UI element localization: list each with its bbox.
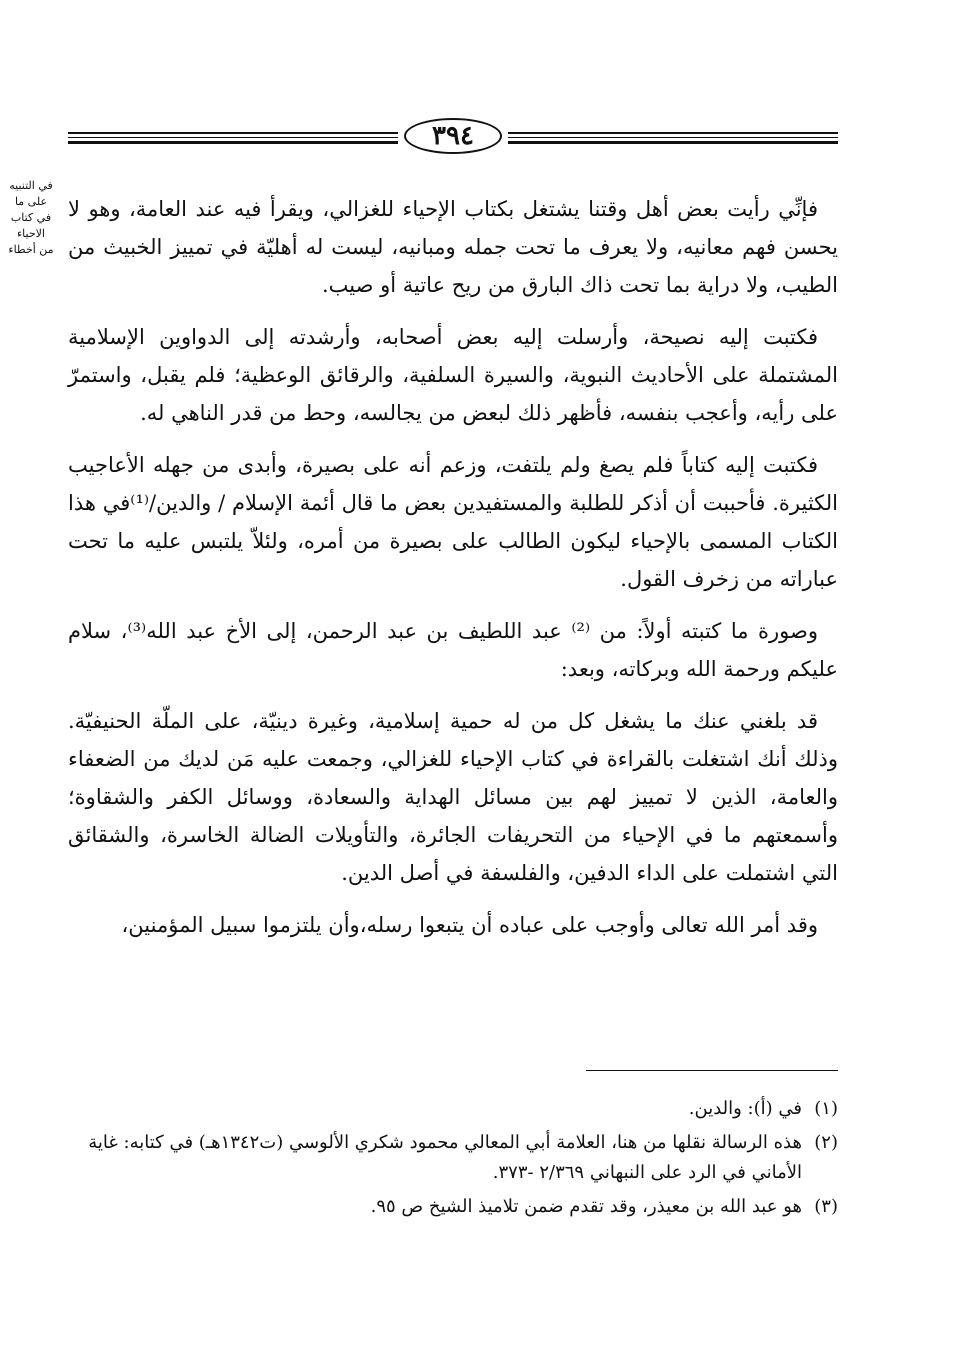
main-text [68, 190, 838, 958]
page-number: ٣٩٤ [404, 118, 502, 154]
margin-note-line: في التنبيه [9, 179, 53, 192]
page-header [68, 118, 838, 162]
footnote-number: (٢) [814, 1132, 838, 1153]
footnote [68, 1094, 838, 1124]
footnote-text: هو عبد الله بن معيذر، وقد تقدم ضمن تلاميذ الشيخ ص ٩٥. [370, 1196, 802, 1217]
paragraph: فإنِّي رأيت بعض أهل وقتنا يشتغل بكتاب الإحياء للغزالي، ويقرأ فيه عند العامة، وهو لا يحسن فهم معانيه، ولا يعرف ما تحت جمله ومبانيه، ليست له أهليّة في تمييز الخبيث من الطيب، ولا دراية بما تحت ذاك البارق من ريح عاتية أو صيب. [68, 197, 838, 297]
footnote [68, 1128, 838, 1188]
margin-note-line: من أخطاء [8, 243, 54, 256]
footnote-divider [586, 1070, 838, 1071]
footnote-text: في (أ): والدين. [688, 1098, 802, 1119]
margin-note-line: على ما [14, 195, 48, 208]
paragraph: فكتبت إليه كتاباً فلم يصغ ولم يلتفت، وزعم أنه على بصيرة، وأبدى من جهله الأعاجيب الكثيرة. فأحببت أن أذكر للطلبة والمستفيدين بعض ما قال أئمة الإسلام / والدين/⁽¹⁾في هذا الكتاب المسمى بالإحياء ليكون الطالب على بصيرة من أمره، ولئلاّ يلتبس عليه ما تحت عباراته من زخرف القول. [68, 453, 839, 591]
footnote [68, 1192, 838, 1222]
margin-note-line: في كتاب [10, 211, 52, 224]
footnotes [68, 1094, 838, 1226]
margin-note-line: الاحياء [17, 227, 45, 240]
footnote-text: هذه الرسالة نقلها من هنا، العلامة أبي المعالي محمود شكري الألوسي (ت١٣٤٢هـ) في كتابه: غاية الأماني في الرد على النبهاني ٢/٣٦٩ -٣٧٣. [88, 1132, 802, 1183]
paragraph: وقد أمر الله تعالى وأوجب على عباده أن يتبعوا رسله،وأن يلتزموا سبيل المؤمنين، [121, 913, 818, 937]
footnote-number: (٣) [814, 1196, 838, 1217]
paragraph: وصورة ما كتبته أولاً: من ⁽²⁾ عبد اللطيف بن عبد الرحمن، إلى الأخ عبد الله⁽³⁾، سلام عليكم ورحمة الله وبركاته، وبعد: [68, 619, 838, 681]
header-rule-right [508, 132, 838, 144]
footnote-number: (١) [814, 1098, 838, 1119]
paragraph: قد بلغني عنك ما يشغل كل من له حمية إسلامية، وغيرة دينيّة، على الملّة الحنيفيّة. وذلك أنك اشتغلت بالقراءة في كتاب الإحياء للغزالي، وجمعت عليه مَن لديك من الضعفاء والعامة، الذين لا تمييز لهم بين مسائل الهداية والسعادة، ووسائل الكفر والشقاوة؛ وأسمعتهم ما في الإحياء من التحريفات الجائرة، والتأويلات الضالة الخاسرة، والشقائق التي اشتملت على الداء الدفين، والفلسفة في أصل الدين. [68, 709, 838, 885]
margin-note [2, 178, 60, 258]
header-rule-left [68, 132, 398, 144]
paragraph: فكتبت إليه نصيحة، وأرسلت إليه بعض أصحابه، وأرشدته إلى الدواوين الإسلامية المشتملة على الأحاديث النبوية، والسيرة السلفية، والرقائق الوعظية؛ فلم يقبل، واستمرّ على رأيه، وأعجب بنفسه، فأظهر ذلك لبعض من يجالسه، وحط من قدر الناهي له. [68, 325, 838, 425]
